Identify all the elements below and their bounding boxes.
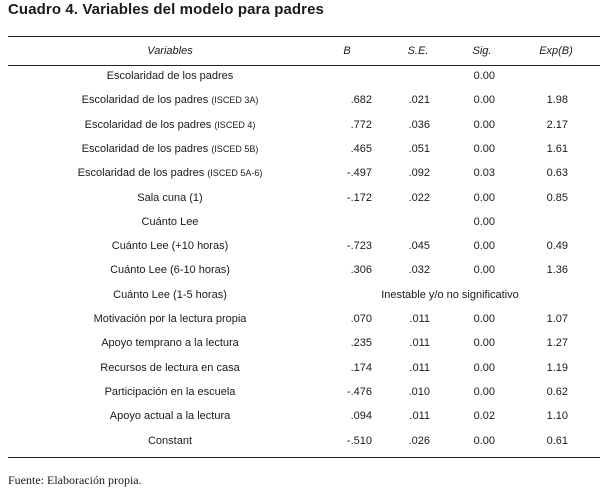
variable-label: Cuánto Lee (+10 horas)	[111, 240, 229, 253]
variable-cell	[20, 313, 320, 325]
se-cell: .051	[408, 142, 430, 155]
exp-cell: 1.07	[546, 313, 568, 325]
variable-label: Escolaridad de los padres	[81, 94, 212, 107]
variable-label: Escolaridad de los padres	[84, 118, 215, 131]
sig-cell: 0.00	[473, 94, 495, 107]
table-row	[0, 236, 608, 260]
se-cell: .011	[409, 337, 430, 350]
sig-cell: 0.00	[473, 337, 495, 350]
b-cell: -.476	[346, 385, 372, 398]
exp-cell: 1.36	[546, 264, 568, 277]
b-cell: -.172	[346, 191, 372, 204]
table-row	[0, 309, 608, 333]
sig-cell: 0.00	[473, 434, 495, 447]
header-b: B	[343, 45, 351, 57]
exp-cell: 1.27	[546, 337, 568, 350]
table-title: Cuadro 4. Variables del modelo para padres	[8, 1, 324, 18]
note-cell: Inestable y/o no significativo	[381, 288, 519, 301]
sig-cell: 0.00	[473, 240, 495, 253]
sig-cell: 0.00	[473, 191, 495, 204]
sig-cell: 0.00	[473, 264, 495, 277]
table-row	[0, 115, 608, 139]
variable-label: Cuánto Lee (6-10 horas)	[110, 264, 230, 277]
table-row	[0, 285, 608, 309]
exp-cell: 1.61	[546, 142, 568, 155]
exp-cell: 1.19	[546, 361, 568, 374]
source-note: Fuente: Elaboración propia.	[8, 473, 142, 487]
variable-cell	[20, 119, 320, 131]
variable-cell	[20, 192, 320, 204]
variable-cell	[20, 240, 320, 252]
table-row	[0, 260, 608, 284]
variable-cell	[20, 337, 320, 349]
table-row	[0, 431, 608, 455]
se-cell: .092	[408, 167, 430, 180]
variable-cell	[20, 362, 320, 374]
variable-cell	[20, 143, 320, 155]
isced-code: (ISCED 3A)	[211, 95, 259, 106]
b-cell: .306	[350, 264, 372, 277]
exp-cell: 0.49	[546, 240, 568, 253]
b-cell: .772	[350, 118, 372, 131]
variable-label: Escolaridad de los padres	[106, 70, 234, 82]
se-cell: .045	[408, 240, 430, 253]
exp-cell: 1.98	[546, 94, 568, 107]
variable-label: Participación en la escuela	[104, 385, 236, 398]
variable-cell	[20, 94, 320, 106]
exp-cell: 0.61	[546, 434, 568, 447]
b-cell: -.510	[346, 434, 372, 447]
header-exp: Exp(B)	[539, 45, 573, 57]
b-cell: -.723	[346, 240, 372, 253]
table-row	[0, 358, 608, 382]
header-sig: Sig.	[472, 45, 492, 57]
sig-cell: 0.00	[473, 142, 495, 155]
sig-cell: 0.03	[473, 167, 495, 180]
variable-cell	[20, 289, 320, 301]
isced-code: (ISCED 5B)	[211, 143, 259, 154]
variable-cell	[20, 410, 320, 422]
header-se: S.E.	[407, 45, 429, 57]
table-row	[0, 90, 608, 114]
sig-cell: 0.00	[473, 385, 495, 398]
table-row	[0, 139, 608, 163]
se-cell: .032	[408, 264, 430, 277]
exp-cell: 1.10	[546, 410, 568, 423]
b-cell: -.497	[346, 167, 372, 180]
exp-cell: 2.17	[546, 118, 568, 131]
exp-cell: 0.62	[546, 385, 568, 398]
isced-code: (ISCED 4)	[214, 119, 256, 130]
variable-label: Escolaridad de los padres	[77, 167, 208, 180]
variable-label: Sala cuna (1)	[137, 191, 203, 204]
variable-cell	[20, 386, 320, 398]
se-cell: .021	[408, 94, 430, 107]
sig-cell: 0.00	[473, 313, 495, 325]
se-cell: .011	[409, 313, 430, 325]
b-cell: .070	[350, 313, 372, 325]
se-cell: .011	[409, 361, 430, 374]
sig-cell: 0.00	[473, 70, 495, 82]
sig-cell: 0.02	[473, 410, 495, 423]
variable-label: Apoyo actual a la lectura	[109, 410, 231, 423]
exp-cell: 0.63	[546, 167, 568, 180]
table-row	[0, 163, 608, 187]
variable-label: Apoyo temprano a la lectura	[101, 337, 239, 350]
b-cell: .465	[350, 142, 372, 155]
variable-cell	[20, 435, 320, 447]
b-cell: .235	[350, 337, 372, 350]
sig-cell: 0.00	[473, 361, 495, 374]
variable-label: Motivación por la lectura propia	[93, 313, 247, 325]
variable-cell	[20, 216, 320, 228]
variable-label: Constant	[147, 434, 193, 447]
se-cell: .026	[408, 434, 430, 447]
se-cell: .022	[408, 191, 430, 204]
variable-label: Cuánto Lee (1-5 horas)	[113, 288, 227, 301]
b-cell: .174	[350, 361, 372, 374]
table-row	[0, 333, 608, 357]
table-row	[0, 188, 608, 212]
b-cell: .682	[350, 94, 372, 107]
isced-code: (ISCED 5A-6)	[207, 168, 263, 179]
variable-label: Recursos de lectura en casa	[100, 361, 240, 374]
table-row	[0, 382, 608, 406]
variable-label: Escolaridad de los padres	[81, 142, 212, 155]
sig-cell: 0.00	[473, 118, 495, 131]
variable-cell	[20, 70, 320, 82]
se-cell: .011	[409, 410, 430, 423]
sig-cell: 0.00	[473, 215, 495, 228]
se-cell: .036	[408, 118, 430, 131]
table-row	[0, 212, 608, 236]
variable-cell	[20, 167, 320, 179]
bottom-rule	[8, 457, 600, 458]
se-cell: .010	[408, 385, 430, 398]
table-row	[0, 406, 608, 430]
table-row	[0, 66, 608, 90]
b-cell: .094	[350, 410, 372, 423]
header-variables: Variables	[147, 45, 193, 57]
top-rule	[8, 36, 600, 37]
variable-label: Cuánto Lee	[141, 215, 199, 228]
variable-cell	[20, 264, 320, 276]
exp-cell: 0.85	[546, 191, 568, 204]
